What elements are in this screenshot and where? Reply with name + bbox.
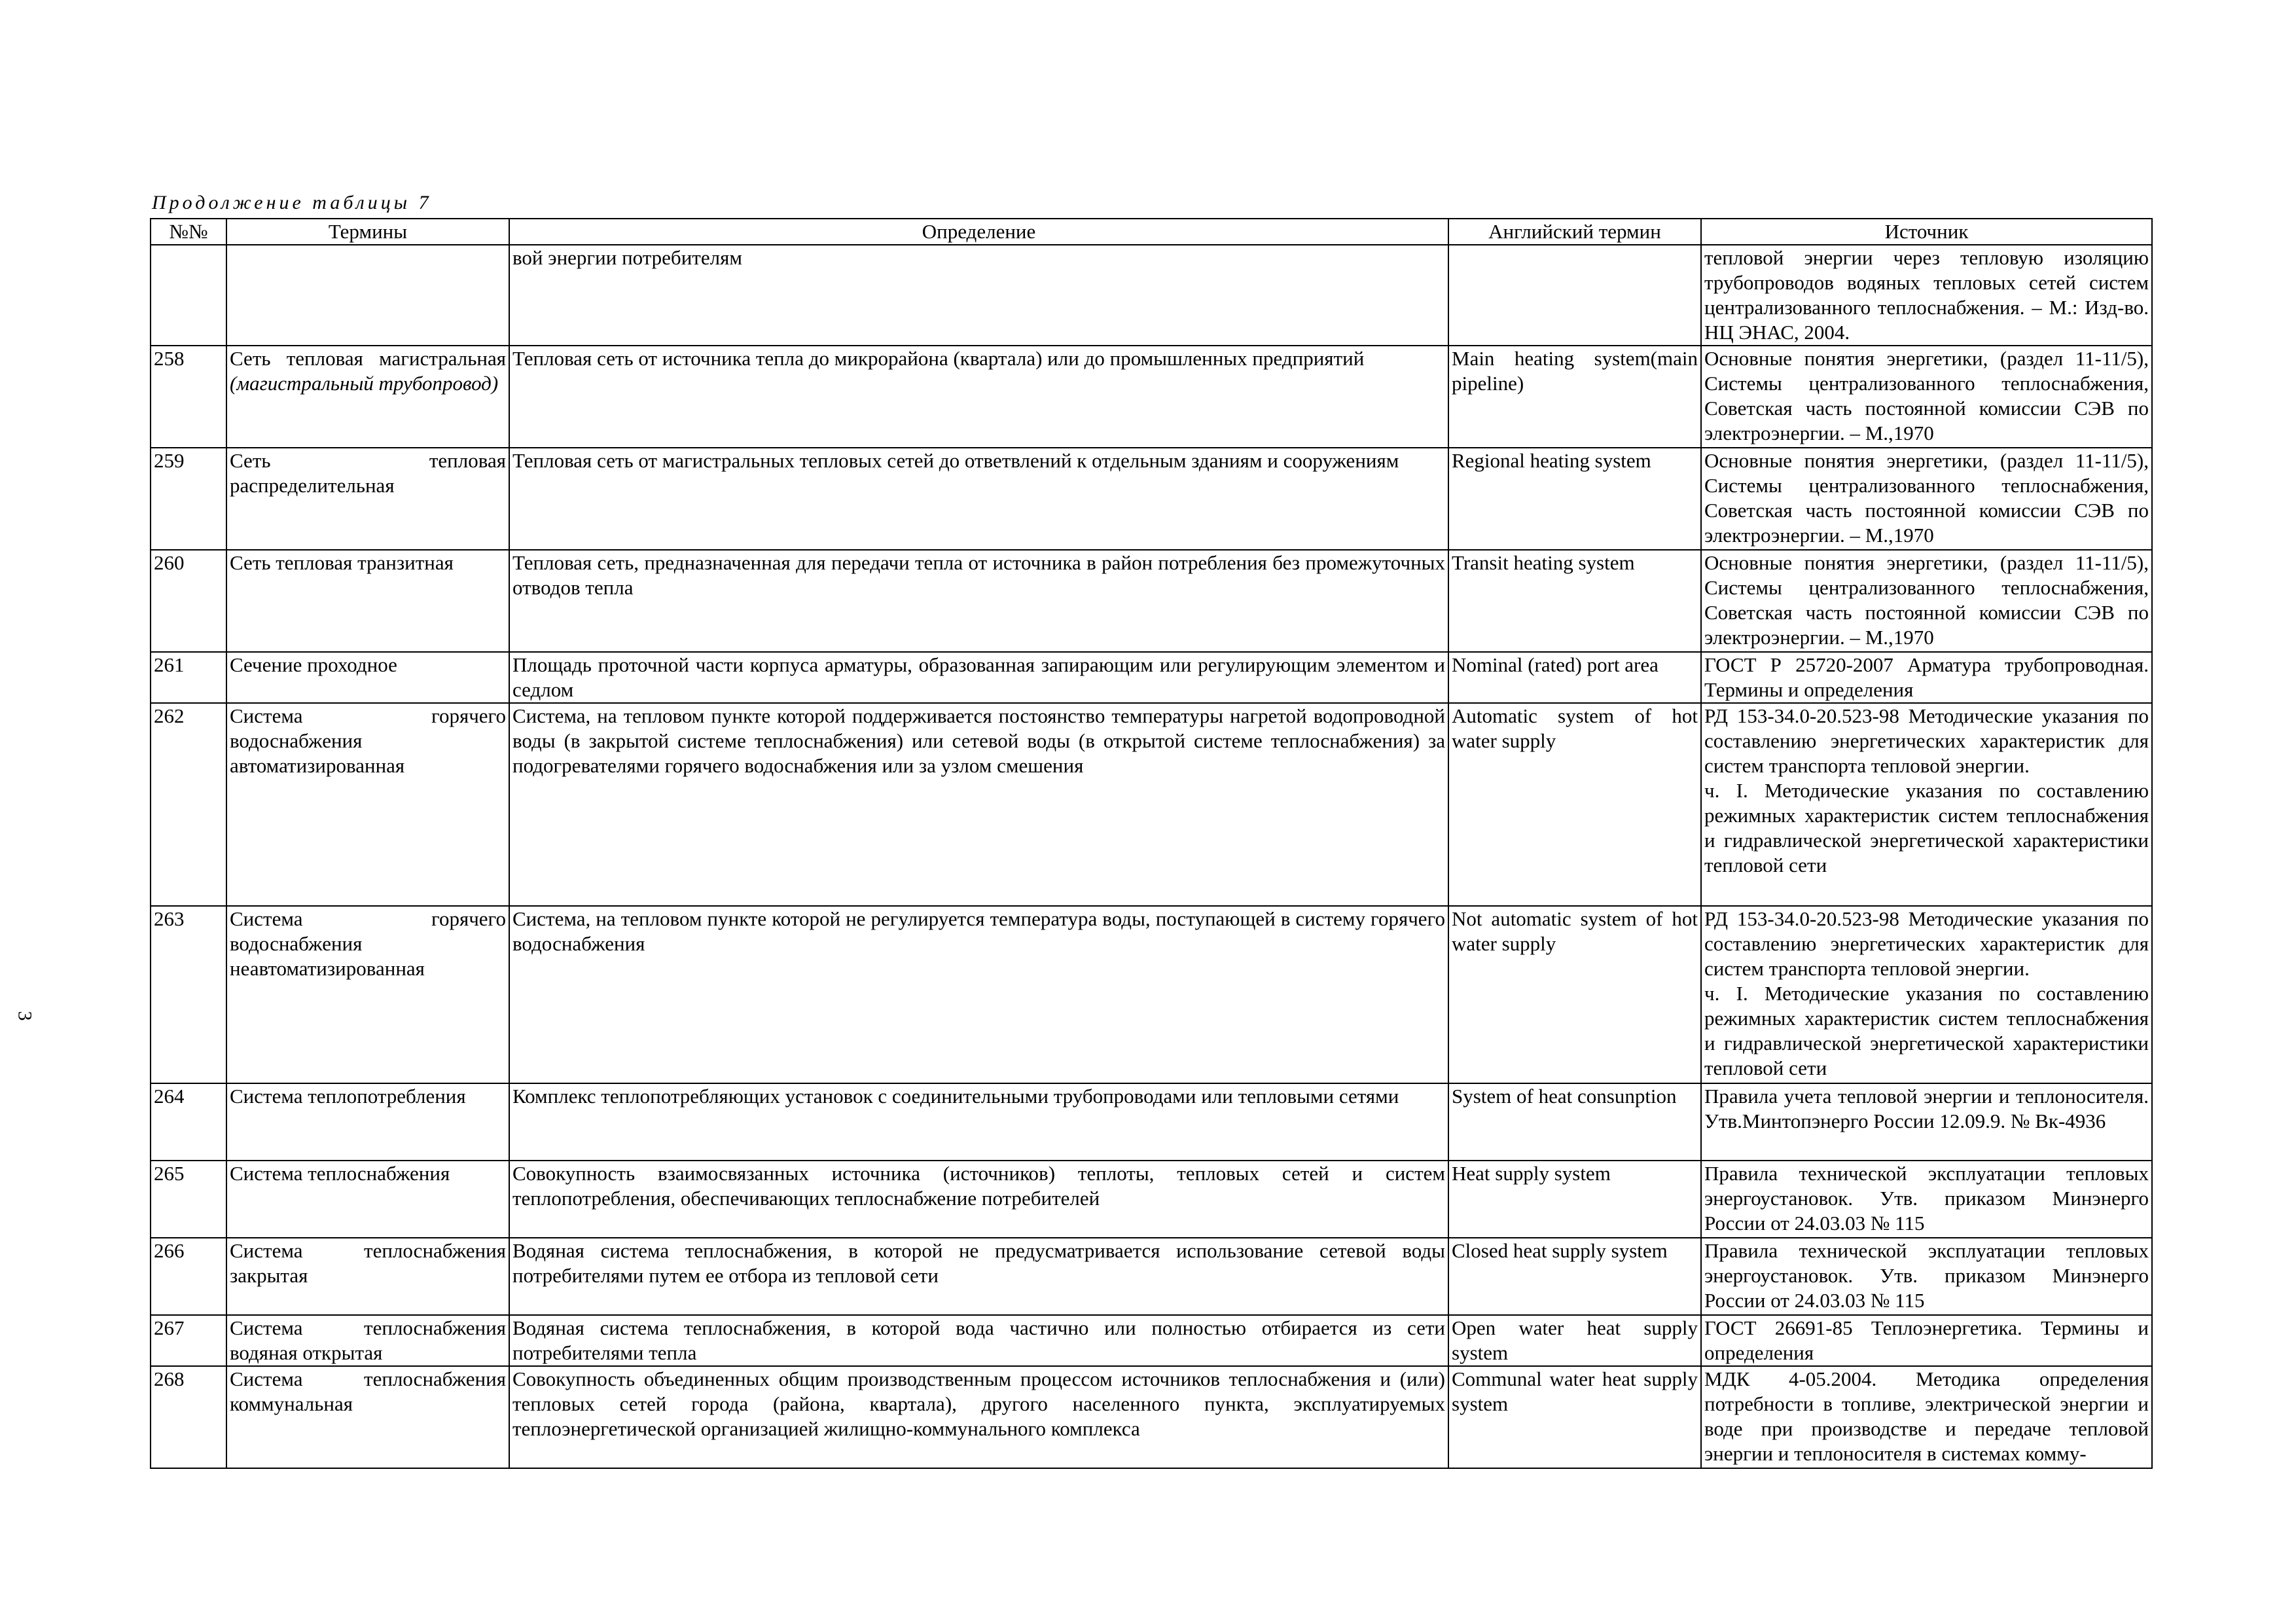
row-source [1701,346,2152,448]
table-row [151,906,2152,1083]
term-text: Система теплопотребления [230,1085,466,1108]
row-source [1701,1083,2152,1161]
row-source [1701,1161,2152,1238]
term-text: Система теплоснабжения водяная открытая [230,1316,506,1364]
row-term [226,1315,509,1366]
row-definition: Комплекс теплопотребляющих установок с соединительными трубопроводами или тепловыми сетями [509,1083,1448,1161]
row-term [226,346,509,448]
row-term [226,906,509,1083]
row-term [226,1161,509,1238]
term-text: Сеть тепловая распределительная [230,449,506,497]
term-note: (магистральный трубопровод) [230,372,499,395]
terms-table [150,218,2153,1469]
row-english: Regional heating system [1448,448,1701,550]
term-text: Система теплоснабжения закрытая [230,1239,506,1287]
source-text: Основные понятия энергетики, (раздел 11-11/5), Системы централизованного теплоснабжения, Советская часть постоянной комиссии СЭВ по электроэнергии. – М.,1970 [1704,347,2149,444]
row-source [1701,906,2152,1083]
term-text: Система теплоснабжения коммунальная [230,1367,506,1415]
row-definition: Площадь проточной части корпуса арматуры, образованная запирающим или регулирующим элементом и седлом [509,652,1448,703]
source-text: тепловой энергии через тепловую изоляцию трубопроводов водяных тепловых сетей систем централизованного теплоснабжения. – М.: Изд-во. НЦ ЭНАС, 2004. [1704,246,2149,344]
header-term: Термины [226,219,509,245]
source-text: ГОСТ 26691-85 Теплоэнергетика. Термины и определения [1704,1316,2149,1364]
source-text: Основные понятия энергетики, (раздел 11-11/5), Системы централизованного теплоснабжения, Советская часть постоянной комиссии СЭВ по электроэнергии. – М.,1970 [1704,551,2149,649]
table-header [151,219,2152,245]
row-source [1701,1366,2152,1468]
row-source [1701,703,2152,906]
header-source: Источник [1701,219,2152,245]
row-english: Main heating system(main pipeline) [1448,346,1701,448]
row-num: 265 [151,1161,226,1238]
row-definition: вой энергии потребителям [509,245,1448,346]
term-text: Сеть тепловая транзитная [230,551,454,574]
source-text: Правила технической эксплуатации тепловых энергоустановок. Утв. приказом Минэнерго России от 24.03.03 № 115 [1704,1239,2149,1312]
row-definition: Система, на тепловом пункте которой не регулируется температура воды, поступающей в систему горячего водоснабжения [509,906,1448,1083]
term-text: Система горячего водоснабжения неавтоматизированная [230,907,506,980]
row-definition: Водяная система теплоснабжения, в которой не предусматривается использование сетевой воды потребителями путем ее отбора из тепловой сети [509,1238,1448,1315]
row-english: Not automatic system of hot water supply [1448,906,1701,1083]
row-english: Communal water heat supply system [1448,1366,1701,1468]
row-term [226,1238,509,1315]
row-term [226,1083,509,1161]
table-row [151,346,2152,448]
source-text: Правила технической эксплуатации тепловых энергоустановок. Утв. приказом Минэнерго России от 24.03.03 № 115 [1704,1162,2149,1235]
row-definition: Система, на тепловом пункте которой поддерживается постоянство температуры нагретой водопроводной воды (в закрытой системе теплоснабжения) или сетевой воды (в открытой системе теплоснабжения) за подогревателями горячего водоснабжения или за узлом смешения [509,703,1448,906]
row-term [226,703,509,906]
row-term [226,550,509,652]
term-text: Система теплоснабжения [230,1162,450,1185]
source-text: МДК 4-05.2004. Методика определения потребности в топливе, электрической энергии и воде при производстве и передаче тепловой энергии и теплоносителя в системах комму- [1704,1367,2149,1465]
row-source [1701,550,2152,652]
row-definition: Тепловая сеть от источника тепла до микрорайона (квартала) или до промышленных предприятий [509,346,1448,448]
source-text-cont: ч. I. Методические указания по составлению режимных характеристик систем теплоснабжения и гидравлической энергетической характеристики тепловой сети [1704,779,2149,876]
row-english [1448,245,1701,346]
table-body [151,245,2152,1468]
row-definition: Водяная система теплоснабжения, в которой вода частично или полностью отбирается из сети потребителями тепла [509,1315,1448,1366]
source-text: РД 153-34.0-20.523-98 Методические указания по составлению энергетических характеристик для систем транспорта тепловой энергии. [1704,704,2149,777]
source-text: Основные понятия энергетики, (раздел 11-11/5), Системы централизованного теплоснабжения, Советская часть постоянной комиссии СЭВ по электроэнергии. – М.,1970 [1704,449,2149,547]
row-source [1701,1315,2152,1366]
row-definition: Совокупность взаимосвязанных источника (источников) теплоты, тепловых сетей и систем теплопотребления, обеспечивающих теплоснабжение потребителей [509,1161,1448,1238]
row-term [226,448,509,550]
row-num [151,245,226,346]
row-num: 268 [151,1366,226,1468]
row-source [1701,1238,2152,1315]
table-row [151,448,2152,550]
table-row [151,245,2152,346]
row-definition: Тепловая сеть, предназначенная для передачи тепла от источника в район потребления без промежуточных отводов тепла [509,550,1448,652]
row-num: 267 [151,1315,226,1366]
row-num: 261 [151,652,226,703]
table-row [151,1083,2152,1161]
row-source [1701,652,2152,703]
header-definition: Определение [509,219,1448,245]
source-text-cont: ч. I. Методические указания по составлению режимных характеристик систем теплоснабжения и гидравлической энергетической характеристики тепловой сети [1704,982,2149,1079]
row-num: 262 [151,703,226,906]
table-row [151,652,2152,703]
header-num: №№ [151,219,226,245]
row-num: 266 [151,1238,226,1315]
row-definition: Тепловая сеть от магистральных тепловых сетей до ответвлений к отдельным зданиям и сооружениям [509,448,1448,550]
row-definition: Совокупность объединенных общим производственным процессом источников теплоснабжения и (или) тепловых сетей города (района, квартала), другого населенного пункта, эксплуатируемых теплоэнергетической организацией жилищно-коммунального комплекса [509,1366,1448,1468]
term-text: Сеть тепловая магистральная [230,347,506,370]
row-source [1701,245,2152,346]
row-english: Heat supply system [1448,1161,1701,1238]
term-text: Сечение проходное [230,653,397,676]
table-row [151,1315,2152,1366]
table-caption: Продолжение таблицы 7 [152,192,432,213]
row-english: Open water heat supply system [1448,1315,1701,1366]
row-term [226,652,509,703]
table-row [151,1161,2152,1238]
row-english: Closed heat supply system [1448,1238,1701,1315]
header-row [151,219,2152,245]
header-english: Английский термин [1448,219,1701,245]
row-num: 260 [151,550,226,652]
source-text: Правила учета тепловой энергии и теплоносителя. Утв.Минтопэнерго России 12.09.9. № Вк-4936 [1704,1085,2149,1132]
row-num: 263 [151,906,226,1083]
row-term [226,245,509,346]
term-text: Система горячего водоснабжения автоматизированная [230,704,506,777]
source-text: РД 153-34.0-20.523-98 Методические указания по составлению энергетических характеристик для систем транспорта тепловой энергии. [1704,907,2149,980]
row-english: Transit heating system [1448,550,1701,652]
table-row [151,550,2152,652]
table-row [151,1366,2152,1468]
page-number: 3 [14,1011,36,1021]
source-text: ГОСТ Р 25720-2007 Арматура трубопроводная. Термины и определения [1704,653,2149,701]
row-term [226,1366,509,1468]
row-english: System of heat consunption [1448,1083,1701,1161]
row-num: 258 [151,346,226,448]
row-num: 259 [151,448,226,550]
table-row [151,703,2152,906]
row-num: 264 [151,1083,226,1161]
row-english: Nominal (rated) port area [1448,652,1701,703]
row-source [1701,448,2152,550]
table-row [151,1238,2152,1315]
row-english: Automatic system of hot water supply [1448,703,1701,906]
